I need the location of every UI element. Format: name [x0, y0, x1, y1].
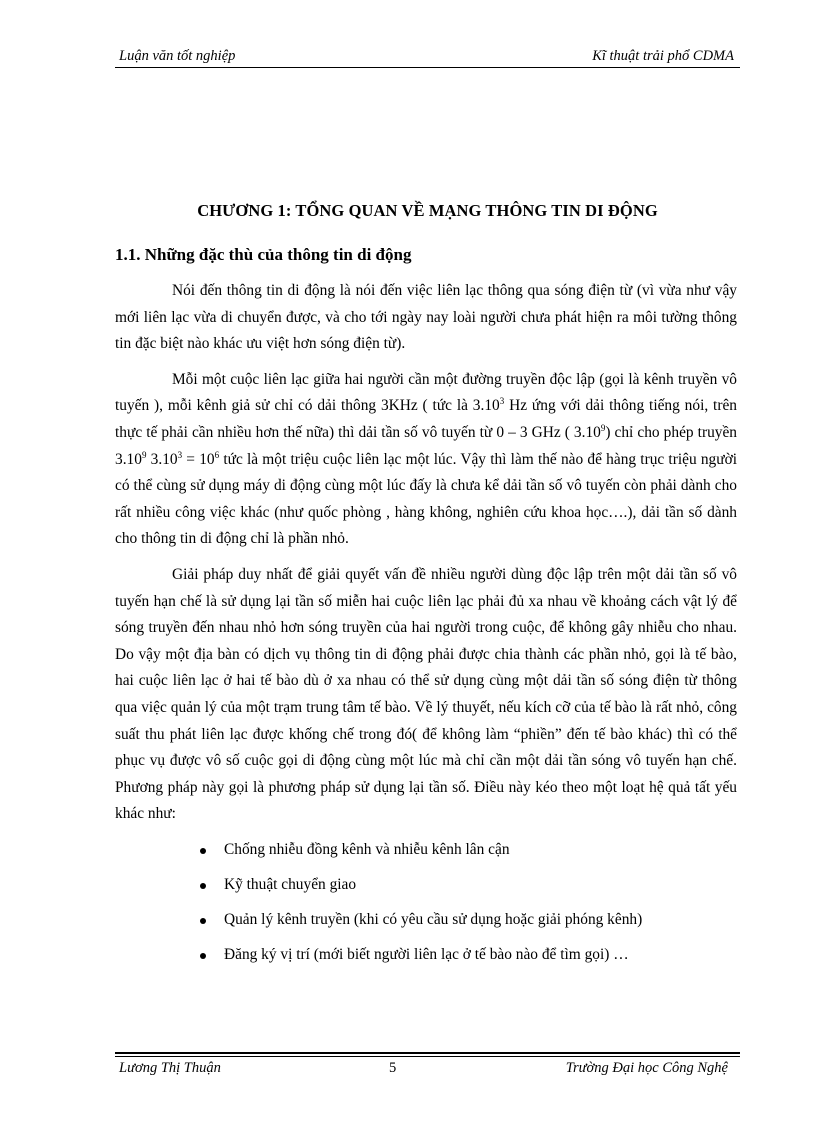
paragraph-2: Mỗi một cuộc liên lạc giữa hai người cần một đường truyền độc lập (gọi là kênh truyền vô tuyến ), mỗi kênh giả sử chỉ có dải thông 3KHz ( tức là 3.10$^3$ Hz ứng với dải thông tiếng nói, trên thực tế phải cần nhiều hơn thế nữa) thì dải tần số vô tuyến từ 0 – 3 GHz ( 3.10$^9$) chỉ cho phép truyền 3.10$^9$ $3.10^3 = 10^6$ tức là một triệu cuộc liên lạc một lúc. Vậy thì làm thế nào để hàng trục triệu người có thể cùng sử dụng máy di động cùng một lúc đấy là chưa kể dải tần số vô tuyến còn phải dành cho rất nhiều công việc khác (như quốc phòng , hàng không, nghiên cứu khoa học….), dải tần số dành cho thông tin di động chỉ là phần nhỏ.: [115, 370, 738, 548]
list-item: Kỹ thuật chuyển giao: [115, 872, 737, 898]
section-title: 1.1. Những đặc thù của thông tin di động: [115, 245, 412, 264]
bullet-icon: [200, 883, 206, 889]
footer-university: Trường Đại học Công Nghệ: [565, 1060, 728, 1076]
header-thesis-label: Luận văn tốt nghiệp: [119, 48, 236, 64]
page-footer: [115, 1052, 740, 1078]
bullet-list: [115, 837, 737, 968]
header-rule: [115, 67, 740, 68]
paragraph-1: Nói đến thông tin di động là nói đến việc liên lạc thông qua sóng điện từ (vì vừa như vậy mới liên lạc vừa di chuyển được, và cho tới ngày nay loài người chưa phát hiện ra môi tường thông tin đặc biệt nào khác ưu việt hơn sóng điện từ).: [115, 282, 737, 353]
bullet-icon: [200, 848, 206, 854]
footer-rule-thin: [115, 1056, 740, 1057]
header-topic-label: Kĩ thuật trải phổ CDMA: [592, 48, 734, 64]
bullet-icon: [200, 918, 206, 924]
page-header: [115, 44, 740, 68]
page-number: 5: [389, 1060, 397, 1076]
body-text: [115, 278, 737, 977]
bullet-icon: [200, 953, 206, 959]
footer-rule-thick: [115, 1052, 740, 1054]
footer-author: Lương Thị Thuận: [119, 1060, 221, 1076]
paragraph-3: Giải pháp duy nhất để giải quyết vấn đề nhiều người dùng độc lập trên một dải tần số vô tuyến hạn chế là sử dụng lại tần số miễn hai cuộc liên lạc phải đủ xa nhau về khoảng cách vật lý để sóng truyền đến nhau nhỏ hơn sóng truyền của hai người trong cuộc, để không gây nhiễu cho nhau. Do vậy một địa bàn có dịch vụ thông tin di động phải được chia thành các phần nhỏ, gọi là tế bào, hai cuộc liên lạc ở hai tế bào dù ở xa nhau có thể sử dụng cùng một dải tần số sóng điện từ thông qua việc quản lý của một trạm trung tâm tế bào. Về lý thuyết, nếu kích cỡ của tế bào là rất nhỏ, công suất thu phát liên lạc được khống chế trong đó( để không làm “phiền” đến tế bào khác) thì có thể phục vụ được vô số cuộc gọi di động cùng một lúc mà chỉ cần một dải tần sóng vô tuyến hạn chế. Phương pháp này gọi là phương pháp sử dụng lại tần số. Điều này kéo theo một loạt hệ quả tất yếu khác như:: [115, 565, 737, 823]
list-item: Đăng ký vị trí (mới biết người liên lạc ở tế bào nào để tìm gọi) …: [115, 942, 737, 968]
list-item: Quản lý kênh truyền (khi có yêu cầu sử dụng hoặc giải phóng kênh): [115, 907, 737, 933]
chapter-title: CHƯƠNG 1: TỔNG QUAN VỀ MẠNG THÔNG TIN DI ĐỘNG: [197, 201, 658, 220]
list-item: Chống nhiễu đồng kênh và nhiễu kênh lân cận: [115, 837, 737, 863]
